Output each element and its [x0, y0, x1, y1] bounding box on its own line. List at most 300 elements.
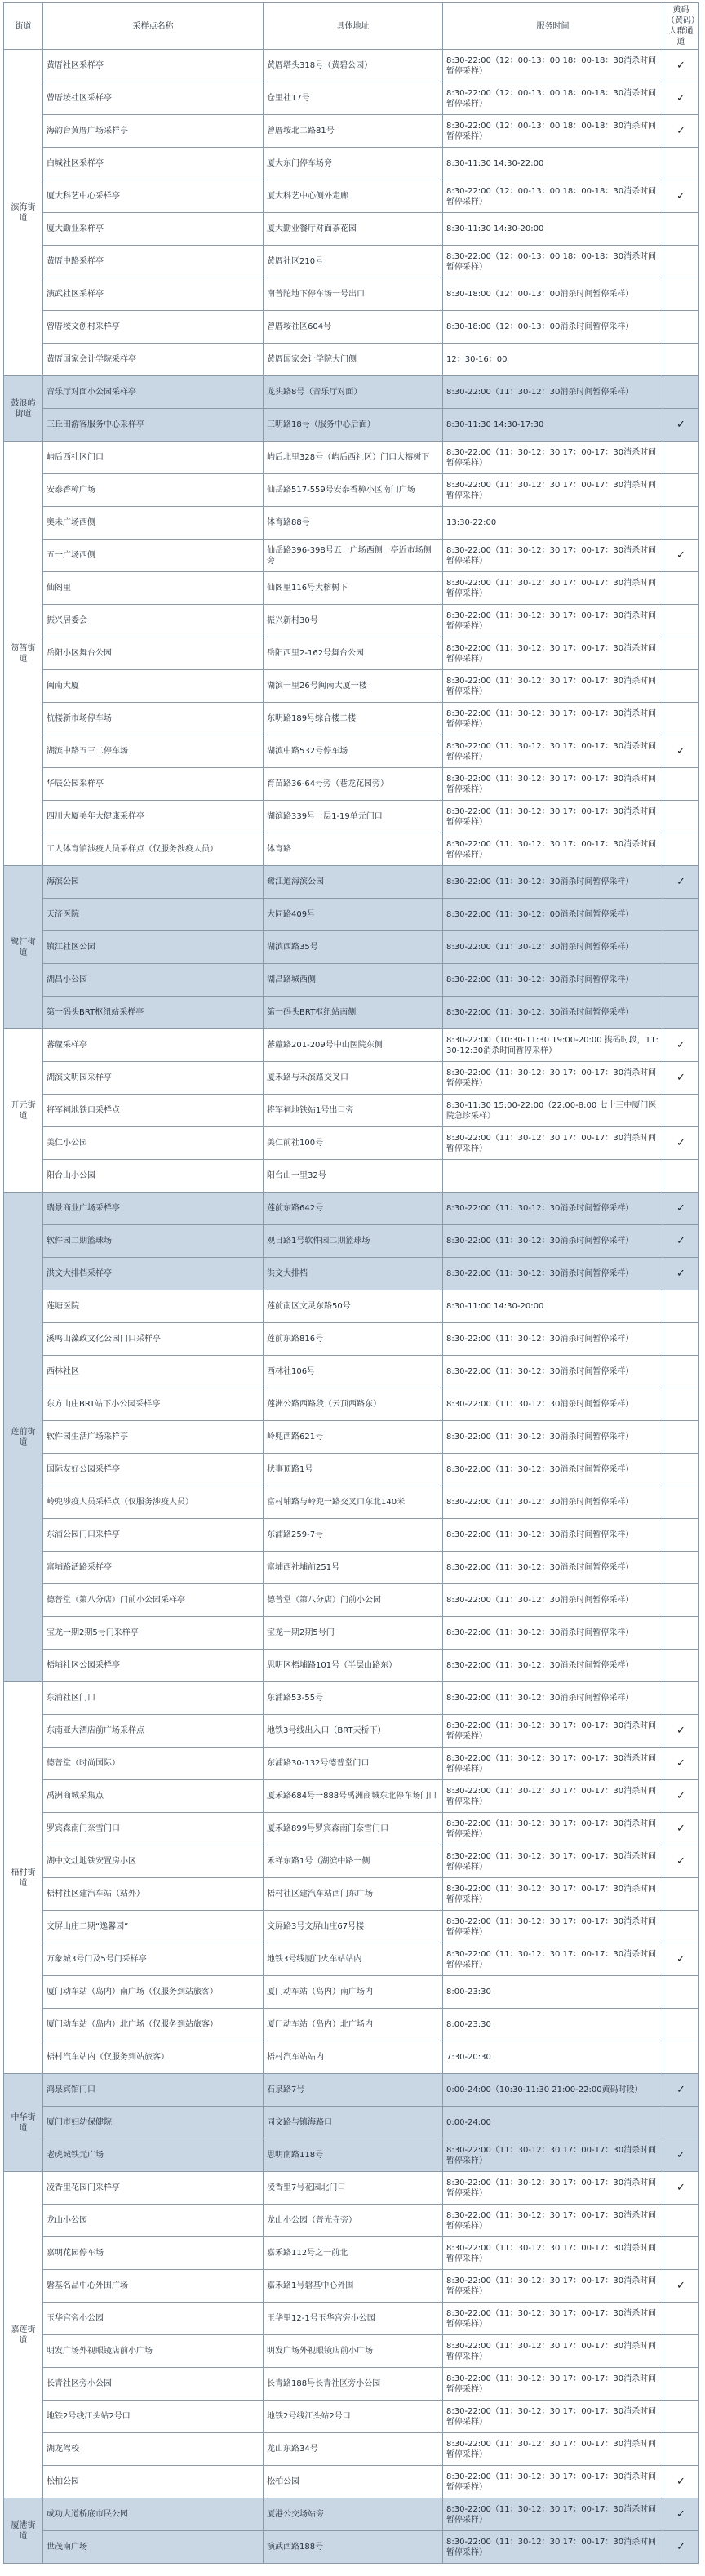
site-name-cell: 蕃釐采样亭 — [43, 1029, 264, 1062]
table-body — [4, 50, 699, 2564]
table-row — [4, 964, 699, 997]
yellow-channel-cell — [663, 2074, 699, 2107]
service-time-cell: 13:30-22:00 — [443, 507, 663, 540]
table-row — [4, 376, 699, 409]
address-cell: 富埔西社埔前251号 — [264, 1552, 443, 1584]
address-cell: 莲前东路816号 — [264, 1323, 443, 1356]
service-time-cell: 8:30-22:00（11：30-12：30消杀时间暂停采样） — [443, 1193, 663, 1225]
yellow-channel-cell — [663, 1160, 699, 1193]
table-row — [4, 1388, 699, 1421]
yellow-channel-cell — [663, 1454, 699, 1486]
service-time-cell: 8:30-22:00（11：30-12：30 17：00-17：30消杀时间暂停采样） — [443, 2139, 663, 2172]
site-name-cell: 天济医院 — [43, 899, 264, 931]
service-time-cell: 8:30-22:00（11：30-12：30消杀时间暂停采样） — [443, 931, 663, 964]
table-row — [4, 246, 699, 278]
table-row — [4, 2270, 699, 2303]
yellow-channel-cell — [663, 637, 699, 670]
site-name-cell: 仙阁里 — [43, 572, 264, 605]
site-name-cell: 嘉明花园停车场 — [43, 2237, 264, 2270]
site-name-cell: 磐基名品中心外围广场 — [43, 2270, 264, 2303]
site-name-cell: 岭兜涉疫人员采样点（仅服务涉疫人员） — [43, 1486, 264, 1519]
address-cell: 松柏公园 — [264, 2466, 443, 2498]
check-icon: ✓ — [676, 876, 685, 888]
table-row — [4, 833, 699, 866]
yellow-channel-cell — [663, 768, 699, 801]
service-time-cell: 8:30-22:00（11：30-12：30消杀时间暂停采样） — [443, 1388, 663, 1421]
site-name-cell: 梧埔社区公园采样亭 — [43, 1650, 264, 1682]
yellow-channel-cell — [663, 2041, 699, 2074]
service-time-cell: 8:30-22:00（11：30-12：30 17：00-17：30消杀时间暂停采样） — [443, 1062, 663, 1095]
table-row — [4, 50, 699, 82]
yellow-channel-cell — [663, 2237, 699, 2270]
service-time-cell: 8:30-22:00（11：30-12：30 17：00-17：30消杀时间暂停采样） — [443, 1813, 663, 1845]
yellow-channel-cell — [663, 540, 699, 572]
site-name-cell: 玉华宫旁小公园 — [43, 2303, 264, 2335]
service-time-cell: 8:00-23:30 — [443, 2009, 663, 2041]
service-time-cell: 0:00-24:00（10:30-11:30 21:00-22:00黄码时段） — [443, 2074, 663, 2107]
service-time-cell: 8:30-22:00（11：30-12：30 17：00-17：30消杀时间暂停采样） — [443, 1780, 663, 1813]
service-time-cell: 8:30-18:00（12：00-13：00消杀时间暂停采样） — [443, 278, 663, 311]
address-cell: 东浦路259-7号 — [264, 1519, 443, 1552]
header-address: 具体地址 — [264, 3, 443, 50]
yellow-channel-cell — [663, 409, 699, 442]
yellow-channel-cell — [663, 1095, 699, 1127]
address-cell: 体育路 — [264, 833, 443, 866]
yellow-channel-cell — [663, 474, 699, 507]
site-name-cell: 演武社区采样亭 — [43, 278, 264, 311]
address-cell: 仙岳路517-559号安泰香樟小区南门广场 — [264, 474, 443, 507]
yellow-channel-cell — [663, 1584, 699, 1617]
address-cell: 仙岳路396-398号五一广场西侧一亭近市场侧旁 — [264, 540, 443, 572]
street-cell: 筼筜街道 — [4, 442, 43, 866]
site-name-cell: 国际友好公园采样亭 — [43, 1454, 264, 1486]
yellow-channel-cell — [663, 1258, 699, 1290]
table-row — [4, 344, 699, 376]
table-row — [4, 1290, 699, 1323]
yellow-channel-cell — [663, 866, 699, 899]
table-row — [4, 1029, 699, 1062]
yellow-channel-cell — [663, 1388, 699, 1421]
yellow-channel-cell — [663, 1029, 699, 1062]
site-name-cell: 闽南大厦 — [43, 670, 264, 703]
address-cell: 莲前南区文灵东路50号 — [264, 1290, 443, 1323]
check-icon: ✓ — [676, 1235, 685, 1247]
service-time-cell: 8:30-22:00（11：30-12：30 17：00-17：30消杀时间暂停采样） — [443, 2466, 663, 2498]
street-cell: 中华街道 — [4, 2074, 43, 2172]
table-row — [4, 1454, 699, 1486]
service-time-cell: 8:30-22:00（11：30-12：30消杀时间暂停采样） — [443, 1584, 663, 1617]
address-cell: 黄厝社区210号 — [264, 246, 443, 278]
table-row — [4, 1845, 699, 1878]
service-time-cell: 8:30-22:00（11：30-12：30 17：00-17：30消杀时间暂停采样） — [443, 833, 663, 866]
address-cell: 黄厝塔头318号（黄碧公园） — [264, 50, 443, 82]
table-row — [4, 1911, 699, 1943]
address-cell: 长青路188号长青社区旁小公园 — [264, 2368, 443, 2401]
header-street: 街道 — [4, 3, 43, 50]
address-cell: 同文路与镇海路口 — [264, 2107, 443, 2139]
site-name-cell: 湖中文灶地铁安置房小区 — [43, 1845, 264, 1878]
address-cell: 曾厝垵社区604号 — [264, 311, 443, 344]
service-time-cell: 8:30-22:00（11：30-12：30 17：00-17：30消杀时间暂停采样） — [443, 1911, 663, 1943]
yellow-channel-cell — [663, 180, 699, 213]
yellow-channel-cell — [663, 2139, 699, 2172]
service-time-cell: 8:30-22:00（11：30-12：30 17：00-17：30消杀时间暂停采样） — [443, 2401, 663, 2433]
check-icon: ✓ — [676, 1202, 685, 1215]
yellow-channel-cell — [663, 1976, 699, 2009]
service-time-cell: 12：30-16：00 — [443, 344, 663, 376]
service-time-cell: 8:30-22:00（11：30-12：30 17：00-17：30消杀时间暂停采样） — [443, 735, 663, 768]
address-cell: 地铁3号线厦门火车站站内 — [264, 1943, 443, 1976]
site-name-cell: 洪文大排档采样亭 — [43, 1258, 264, 1290]
table-row — [4, 507, 699, 540]
service-time-cell: 8:30-22:00（11：30-12：30 17：00-17：30消杀时间暂停采样） — [443, 2335, 663, 2368]
yellow-channel-cell — [663, 1225, 699, 1258]
table-row — [4, 2531, 699, 2564]
yellow-channel-cell — [663, 931, 699, 964]
yellow-channel-cell — [663, 442, 699, 474]
yellow-channel-cell — [663, 376, 699, 409]
table-row — [4, 2303, 699, 2335]
site-name-cell: 罗宾森南门奈雪门口 — [43, 1813, 264, 1845]
table-row — [4, 1062, 699, 1095]
address-cell: 莲前东路642号 — [264, 1193, 443, 1225]
check-icon: ✓ — [676, 92, 685, 104]
site-name-cell: 岳阳小区舞台公园 — [43, 637, 264, 670]
site-name-cell: 东浦公园门口采样亭 — [43, 1519, 264, 1552]
address-cell: 石泉路7号 — [264, 2074, 443, 2107]
street-cell: 莲前街道 — [4, 1193, 43, 1682]
service-time-cell: 8:30-22:00（11：30-12：30消杀时间暂停采样） — [443, 1519, 663, 1552]
yellow-channel-cell — [663, 1748, 699, 1780]
service-time-cell: 8:30-22:00（11：30-12：30 17：00-17：30消杀时间暂停采样） — [443, 442, 663, 474]
address-cell: 莲洲公路西路段（云顶西路东） — [264, 1388, 443, 1421]
yellow-channel-cell — [663, 2303, 699, 2335]
yellow-channel-cell — [663, 1062, 699, 1095]
street-cell: 厦港街道 — [4, 2498, 43, 2564]
service-time-cell: 8:30-22:00（11：30-12：30 17：00-17：30消杀时间暂停采样） — [443, 2270, 663, 2303]
address-cell: 嘉禾路1号磐基中心外围 — [264, 2270, 443, 2303]
site-name-cell: 黄厝社区采样亭 — [43, 50, 264, 82]
check-icon: ✓ — [676, 1823, 685, 1835]
address-cell: 厦禾路与禾滨路交叉口 — [264, 1062, 443, 1095]
yellow-channel-cell — [663, 1715, 699, 1748]
table-row — [4, 1095, 699, 1127]
service-time-cell: 8:30-11:30 14:30-22:00 — [443, 148, 663, 180]
yellow-channel-cell — [663, 703, 699, 735]
check-icon: ✓ — [676, 1790, 685, 1802]
yellow-channel-cell — [663, 2335, 699, 2368]
site-name-cell: 五一广场西侧 — [43, 540, 264, 572]
address-cell: 仓里社17号 — [264, 82, 443, 115]
site-name-cell: 德普堂（时尚国际） — [43, 1748, 264, 1780]
yellow-channel-cell — [663, 2433, 699, 2466]
yellow-channel-cell — [663, 1911, 699, 1943]
table-row — [4, 540, 699, 572]
address-cell: 地铁3号线出入口（BRT天桥下） — [264, 1715, 443, 1748]
table-row — [4, 2205, 699, 2237]
site-name-cell: 将军祠地铁口采样点 — [43, 1095, 264, 1127]
table-row — [4, 1323, 699, 1356]
address-cell: 东浦路53-55号 — [264, 1682, 443, 1715]
table-row — [4, 1193, 699, 1225]
check-icon: ✓ — [676, 1268, 685, 1280]
yellow-channel-cell — [663, 344, 699, 376]
table-row — [4, 572, 699, 605]
yellow-channel-cell — [663, 2531, 699, 2564]
check-icon: ✓ — [676, 1137, 685, 1149]
service-time-cell: 8:30-22:00（11：30-12：30 17：00-17：30消杀时间暂停采样） — [443, 2433, 663, 2466]
yellow-channel-cell — [663, 572, 699, 605]
address-cell: 育苗路36-64号旁（巷龙花园旁） — [264, 768, 443, 801]
yellow-channel-cell — [663, 2107, 699, 2139]
address-cell: 厦大勤业餐厅对面茶花园 — [264, 213, 443, 246]
address-cell: 美仁前社100号 — [264, 1127, 443, 1160]
yellow-channel-cell — [663, 2205, 699, 2237]
table-row — [4, 2237, 699, 2270]
table-row — [4, 1943, 699, 1976]
street-cell: 开元街道 — [4, 1029, 43, 1193]
table-row — [4, 115, 699, 148]
address-cell: 体育路88号 — [264, 507, 443, 540]
service-time-cell: 8:30-22:00（11：30-12：30消杀时间暂停采样） — [443, 1650, 663, 1682]
address-cell: 厦大东门停车场旁 — [264, 148, 443, 180]
service-time-cell: 8:30-22:00（11：30-12：30 17：00-17：30消杀时间暂停采样） — [443, 768, 663, 801]
service-time-cell: 8:30-22:00（11：30-12：00消杀时间暂停采样） — [443, 899, 663, 931]
site-name-cell: 杭楼新市场停车场 — [43, 703, 264, 735]
check-icon: ✓ — [676, 419, 685, 431]
site-name-cell: 软件园二期篮球场 — [43, 1225, 264, 1258]
service-time-cell: 8:30-22:00（11：30-12：30 17：00-17：30消杀时间暂停采样） — [443, 2498, 663, 2531]
address-cell: 思明区梧埔路101号（半层山路东） — [264, 1650, 443, 1682]
address-cell: 三明路18号（服务中心后面） — [264, 409, 443, 442]
site-name-cell: 长青社区旁小公园 — [43, 2368, 264, 2401]
sampling-sites-table — [3, 2, 699, 2564]
site-name-cell: 富埔路活路采样亭 — [43, 1552, 264, 1584]
table-row — [4, 1584, 699, 1617]
yellow-channel-cell — [663, 2498, 699, 2531]
address-cell: 厦港公交场站旁 — [264, 2498, 443, 2531]
yellow-channel-cell — [663, 735, 699, 768]
yellow-channel-cell — [663, 1552, 699, 1584]
service-time-cell: 8:30-22:00（11：30-12：30消杀时间暂停采样） — [443, 1323, 663, 1356]
service-time-cell: 8:30-22:00（11：30-12：30 17：00-17：30消杀时间暂停采样） — [443, 703, 663, 735]
address-cell: 厦门动车站（岛内）南广场内 — [264, 1976, 443, 2009]
table-row — [4, 2335, 699, 2368]
sampling-sites-table-container — [3, 2, 698, 2564]
service-time-cell: 8:30-22:00（11：30-12：30 17：00-17：30消杀时间暂停采样） — [443, 2237, 663, 2270]
address-cell: 梧村社区建汽车站西门东广场 — [264, 1878, 443, 1911]
yellow-channel-cell — [663, 213, 699, 246]
address-cell: 嘉禾路112号之一前北 — [264, 2237, 443, 2270]
table-row — [4, 768, 699, 801]
yellow-channel-cell — [663, 311, 699, 344]
address-cell: 湖滨西路35号 — [264, 931, 443, 964]
service-time-cell: 8:30-22:00（11：30-12：30消杀时间暂停采样） — [443, 866, 663, 899]
address-cell: 观日路1号软件园二期篮球场 — [264, 1225, 443, 1258]
check-icon: ✓ — [676, 1039, 685, 1051]
address-cell: 湖滨路339号一层1-19单元门口 — [264, 801, 443, 833]
address-cell: 厦禾路899号罗宾森南门奈雪门口 — [264, 1813, 443, 1845]
table-row — [4, 213, 699, 246]
table-row — [4, 82, 699, 115]
site-name-cell: 海韵台黄厝广场采样亭 — [43, 115, 264, 148]
address-cell: 蕃釐路201-209号中山医院东侧 — [264, 1029, 443, 1062]
check-icon: ✓ — [676, 2084, 685, 2096]
address-cell: 西林社106号 — [264, 1356, 443, 1388]
check-icon: ✓ — [676, 549, 685, 562]
address-cell: 洪文大排档 — [264, 1258, 443, 1290]
check-icon: ✓ — [676, 190, 685, 202]
address-cell: 东浦路30-132号德普堂门口 — [264, 1748, 443, 1780]
service-time-cell: 8:30-22:00（11：30-12：30 17：00-17：30消杀时间暂停采样） — [443, 605, 663, 637]
street-cell: 嘉莲街道 — [4, 2172, 43, 2498]
service-time-cell: 0:00-24:00 — [443, 2107, 663, 2139]
table-row — [4, 1650, 699, 1682]
yellow-channel-cell — [663, 801, 699, 833]
table-header-row — [4, 3, 699, 50]
check-icon: ✓ — [676, 1072, 685, 1084]
table-row — [4, 1976, 699, 2009]
site-name-cell: 四川大厦美年大健康采样亭 — [43, 801, 264, 833]
service-time-cell: 8:30-11:30 14:30-20:00 — [443, 213, 663, 246]
table-row — [4, 2041, 699, 2074]
yellow-channel-cell — [663, 1193, 699, 1225]
site-name-cell: 厦门市妇幼保健院 — [43, 2107, 264, 2139]
yellow-channel-cell — [663, 246, 699, 278]
yellow-channel-cell — [663, 605, 699, 637]
yellow-channel-cell — [663, 1943, 699, 1976]
address-cell: 龙山东路34号 — [264, 2433, 443, 2466]
address-cell: 鹭江道海滨公园 — [264, 866, 443, 899]
address-cell: 湖滨中路532号停车场 — [264, 735, 443, 768]
site-name-cell: 东浦社区门口 — [43, 1682, 264, 1715]
table-row — [4, 2139, 699, 2172]
table-row — [4, 997, 699, 1029]
check-icon: ✓ — [676, 745, 685, 757]
service-time-cell — [443, 1160, 663, 1193]
yellow-channel-cell — [663, 148, 699, 180]
site-name-cell: 湖滨文明园采样亭 — [43, 1062, 264, 1095]
service-time-cell: 8:30-22:00（11：30-12：30 17：00-17：30消杀时间暂停采样） — [443, 1878, 663, 1911]
yellow-channel-cell — [663, 2368, 699, 2401]
service-time-cell: 8:30-22:00（11：30-12：30消杀时间暂停采样） — [443, 1486, 663, 1519]
yellow-channel-cell — [663, 2270, 699, 2303]
service-time-cell: 8:30-18:00（12：00-13：00消杀时间暂停采样） — [443, 311, 663, 344]
address-cell: 龙山小公园（普光寺旁） — [264, 2205, 443, 2237]
service-time-cell: 8:30-22:00（10:30-11:30 19:00-20:00 携码时段，11:30-12:30消杀时间暂停采样） — [443, 1029, 663, 1062]
check-icon: ✓ — [676, 2476, 685, 2488]
service-time-cell: 8:30-22:00（11：30-12：30 17：00-17：30消杀时间暂停采样） — [443, 1748, 663, 1780]
site-name-cell: 白城社区采样亭 — [43, 148, 264, 180]
address-cell: 大同路409号 — [264, 899, 443, 931]
address-cell: 湖昌路城西侧 — [264, 964, 443, 997]
service-time-cell: 8:30-22:00（11：30-12：30消杀时间暂停采样） — [443, 1682, 663, 1715]
table-row — [4, 1127, 699, 1160]
service-time-cell: 8:30-22:00（11：30-12：30 17：00-17：30消杀时间暂停采样） — [443, 1127, 663, 1160]
check-icon: ✓ — [676, 1953, 685, 1965]
table-row — [4, 2074, 699, 2107]
table-row — [4, 1258, 699, 1290]
service-time-cell: 8:30-22:00（12：00-13：00 18：00-18：30消杀时间暂停采样） — [443, 180, 663, 213]
address-cell: 文屏路3号文屏山庄67号楼 — [264, 1911, 443, 1943]
address-cell: 凌香里7号花园北门口 — [264, 2172, 443, 2205]
header-service-time: 服务时间 — [443, 3, 663, 50]
site-name-cell: 梧村汽车站内（仅服务到站旅客） — [43, 2041, 264, 2074]
yellow-channel-cell — [663, 1421, 699, 1454]
service-time-cell: 8:30-22:00（11：30-12：30消杀时间暂停采样） — [443, 1552, 663, 1584]
site-name-cell: 梧村社区建汽车站（站外） — [43, 1878, 264, 1911]
yellow-channel-cell — [663, 1356, 699, 1388]
address-cell: 岳阳西里2-162号舞台公园 — [264, 637, 443, 670]
yellow-channel-cell — [663, 507, 699, 540]
site-name-cell: 世茂南广场 — [43, 2531, 264, 2564]
address-cell: 富村埔路与岭兜一路交叉口东北140米 — [264, 1486, 443, 1519]
yellow-channel-cell — [663, 1813, 699, 1845]
table-row — [4, 2433, 699, 2466]
address-cell: 思明南路118号 — [264, 2139, 443, 2172]
table-row — [4, 931, 699, 964]
service-time-cell: 8:30-22:00（11：30-12：30 17：00-17：30消杀时间暂停采样） — [443, 670, 663, 703]
yellow-channel-cell — [663, 50, 699, 82]
site-name-cell: 奥未广场西侧 — [43, 507, 264, 540]
site-name-cell: 凌香里花园门采样亭 — [43, 2172, 264, 2205]
address-cell: 状事顶路1号 — [264, 1454, 443, 1486]
address-cell: 第一码头BRT枢纽站南侧 — [264, 997, 443, 1029]
address-cell: 仙阁里116号大榕树下 — [264, 572, 443, 605]
check-icon: ✓ — [676, 2149, 685, 2161]
check-icon: ✓ — [676, 2182, 685, 2194]
table-row — [4, 1878, 699, 1911]
table-row — [4, 1160, 699, 1193]
site-name-cell: 明发广场外视眼镜店前小广场 — [43, 2335, 264, 2368]
address-cell: 振兴新村30号 — [264, 605, 443, 637]
service-time-cell: 8:30-22:00（11：30-12：30消杀时间暂停采样） — [443, 1454, 663, 1486]
address-cell: 东明路189号综合楼二楼 — [264, 703, 443, 735]
address-cell: 龙头路8号（音乐厅对面） — [264, 376, 443, 409]
address-cell: 南普陀地下停车场一号出口 — [264, 278, 443, 311]
service-time-cell: 8:30-22:00（11：30-12：30 17：00-17：30消杀时间暂停采样） — [443, 1845, 663, 1878]
check-icon: ✓ — [676, 1757, 685, 1770]
site-name-cell: 黄厝国家会计学院采样亭 — [43, 344, 264, 376]
yellow-channel-cell — [663, 964, 699, 997]
table-row — [4, 148, 699, 180]
yellow-channel-cell — [663, 670, 699, 703]
site-name-cell: 文屏山庄二期“逸馨园” — [43, 1911, 264, 1943]
yellow-channel-cell — [663, 1617, 699, 1650]
service-time-cell: 8:30-22:00（12：00-13：00 18：00-18：30消杀时间暂停采样） — [443, 246, 663, 278]
table-row — [4, 703, 699, 735]
table-row — [4, 1682, 699, 1715]
table-row — [4, 605, 699, 637]
service-time-cell: 8:30-22:00（11：30-12：30 17：00-17：30消杀时间暂停采样） — [443, 2303, 663, 2335]
site-name-cell: 音乐厅对面小公园采样亭 — [43, 376, 264, 409]
table-row — [4, 637, 699, 670]
check-icon: ✓ — [676, 60, 685, 72]
address-cell: 禾祥东路1号（湖滨中路一侧 — [264, 1845, 443, 1878]
table-row — [4, 2401, 699, 2433]
table-row — [4, 1225, 699, 1258]
address-cell: 屿后北里328号（屿后西社区）门口大榕树下 — [264, 442, 443, 474]
site-name-cell: 厦大勤业采样亭 — [43, 213, 264, 246]
table-row — [4, 866, 699, 899]
service-time-cell: 8:30-22:00（11：30-12：30消杀时间暂停采样） — [443, 1421, 663, 1454]
table-row — [4, 1617, 699, 1650]
service-time-cell: 8:30-22:00（12：00-13：00 18：00-18：30消杀时间暂停采样） — [443, 115, 663, 148]
site-name-cell: 西林社区 — [43, 1356, 264, 1388]
yellow-channel-cell — [663, 2466, 699, 2498]
site-name-cell: 工人体育馆涉疫人员采样点（仅服务涉疫人员） — [43, 833, 264, 866]
table-row — [4, 1486, 699, 1519]
